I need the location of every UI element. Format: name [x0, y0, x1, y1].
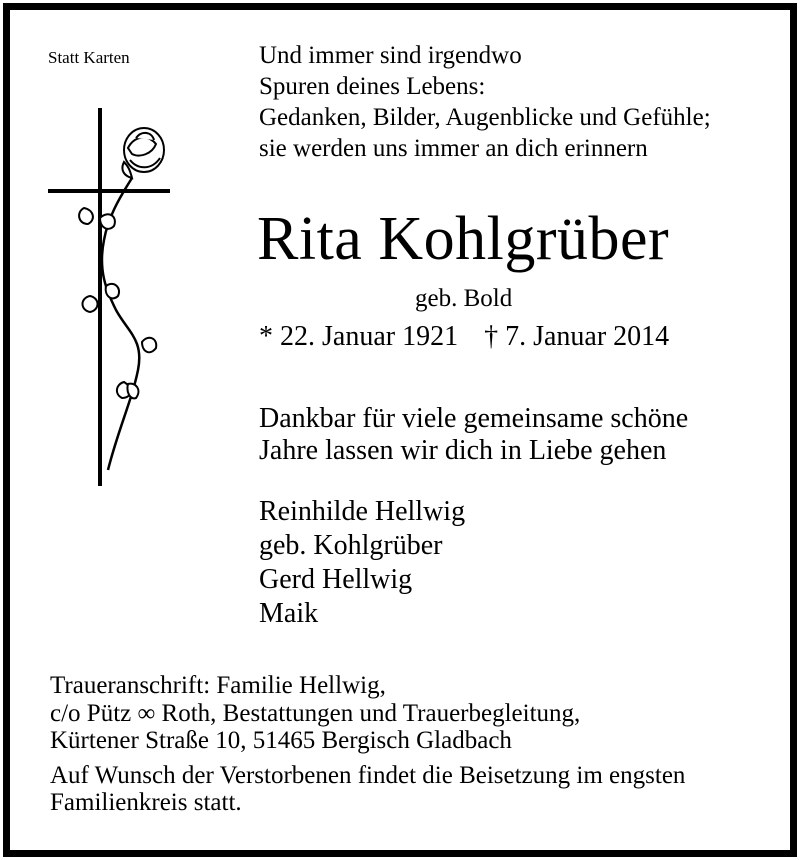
header-note: Statt Karten — [48, 48, 130, 67]
mourner: Reinhilde Hellwig — [259, 496, 466, 527]
mourners-list — [259, 495, 465, 631]
poem — [259, 40, 711, 164]
farewell-line: Jahre lassen wir dich in Liebe gehen — [259, 435, 667, 466]
farewell-text — [259, 403, 688, 467]
mourning-address — [50, 672, 580, 755]
life-dates — [259, 320, 669, 354]
address-line: Traueranschrift: Familie Hellwig, — [50, 672, 386, 699]
deceased-name: Rita Kohlgrüber — [257, 205, 670, 273]
deceased-maiden-name: geb. Bold — [415, 285, 513, 312]
note-line: Familienkreis statt. — [50, 789, 242, 816]
address-line: Kürtener Straße 10, 51465 Bergisch Gladbach — [50, 727, 512, 754]
poem-line: Und immer sind irgendwo — [259, 42, 522, 69]
poem-line: sie werden uns immer an dich erinnern — [259, 135, 648, 162]
burial-note — [50, 762, 685, 816]
poem-line: Gedanken, Bilder, Augenblicke und Gefühle; — [259, 104, 711, 131]
farewell-line: Dankbar für viele gemeinsame schöne — [259, 403, 689, 434]
address-line: c/o Pütz ∞ Roth, Bestattungen und Trauerbegleitung, — [50, 699, 581, 727]
obituary-card — [3, 3, 797, 857]
cross-with-rose-icon — [48, 100, 178, 490]
mourner: Gerd Hellwig — [259, 564, 413, 595]
birth-date: * 22. Januar 1921 — [259, 321, 459, 352]
mourner: geb. Kohlgrüber — [259, 530, 443, 561]
note-line: Auf Wunsch der Verstorbenen findet die Beisetzung im engsten — [50, 762, 686, 789]
poem-line: Spuren deines Lebens: — [259, 73, 486, 100]
death-date: † 7. Januar 2014 — [484, 321, 670, 352]
mourner: Maik — [259, 598, 319, 629]
